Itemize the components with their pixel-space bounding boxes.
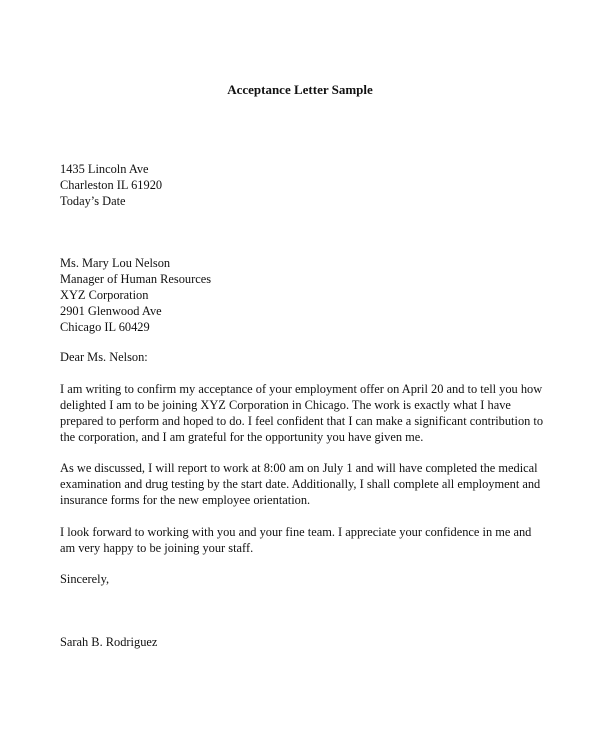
paragraph-line: I am writing to confirm my acceptance of your employment offer on April 20 and to tell you how [60,382,543,396]
body-paragraph-2 [60,461,560,509]
recipient-street: 2901 Glenwood Ave [60,303,162,318]
recipient-city: Chicago IL 60429 [60,319,150,334]
closing: Sincerely, [60,572,110,586]
recipient-address [60,256,560,336]
body-paragraph-3 [60,525,560,557]
paragraph-line: prepared to perform and hoped to do. I feel confident that I can make a significant contribution to [60,413,544,428]
paragraph-line: I look forward to working with you and your fine team. I appreciate your confidence in me and [60,525,532,539]
letter-title: Acceptance Letter Sample [227,82,373,97]
letter-date: Today’s Date [60,193,126,208]
recipient-name: Ms. Mary Lou Nelson [60,256,171,270]
paragraph-line: As we discussed, I will report to work at 8:00 am on July 1 and will have completed the medical [60,461,538,475]
recipient-position: Manager of Human Resources [60,271,212,286]
salutation: Dear Ms. Nelson: [60,350,148,364]
paragraph-line: am very happy to be joining your staff. [60,540,254,555]
recipient-company: XYZ Corporation [60,287,149,302]
body-paragraph-1 [60,382,560,446]
sender-address [60,162,560,210]
paragraph-line: delighted I am to be joining XYZ Corporation in Chicago. The work is exactly what I have [60,397,511,412]
sender-city: Charleston IL 61920 [60,177,163,192]
signature-name: Sarah B. Rodriguez [60,635,158,649]
paragraph-line: insurance forms for the new employee orientation. [60,492,311,507]
sender-street: 1435 Lincoln Ave [60,162,149,176]
paragraph-line: examination and drug testing by the start date. Additionally, I shall complete all employment and [60,476,541,491]
paragraph-line: the corporation, and I am grateful for the opportunity you have given me. [60,429,424,444]
